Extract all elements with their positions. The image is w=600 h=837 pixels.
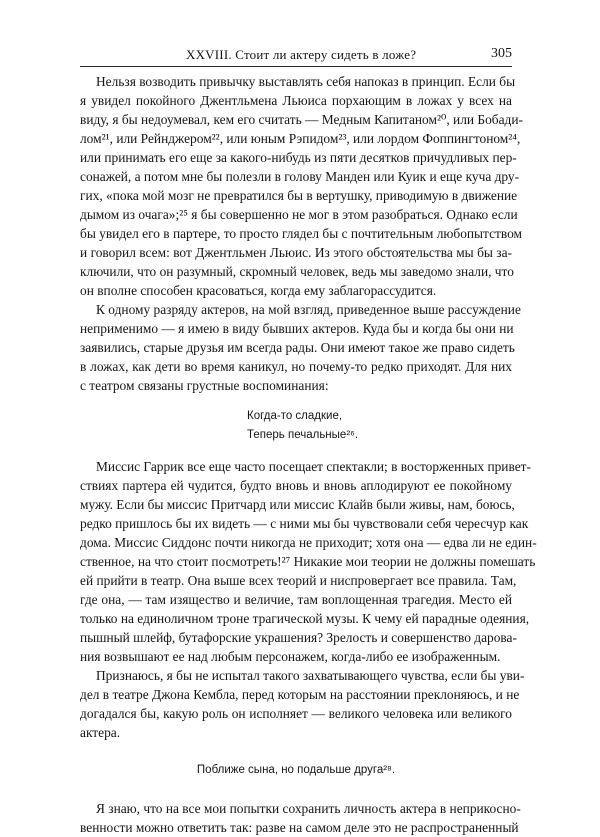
text-line: редко пришлось бы их видеть — с ними мы бы чувствовали себя чересчур как [80,516,529,531]
paragraph-3 [80,457,537,666]
text-line: актера. [80,725,121,740]
page-body [80,72,537,837]
spacer [80,445,512,457]
text-line: пышный шлейф, бутафорские украшения? Зрелость и совершенство дарова- [80,630,517,645]
text-line: дома. Миссис Сиддонс почти никогда не приходит; хотя она — едва ли не един- [80,535,537,550]
text-line: бы увидел его в партере, то просто глядел бы с почтительным любопытством [80,226,523,241]
text-line: сонажей, а потом мне бы полезли в голову Манден или Куик и еще куча дру- [80,169,520,184]
spacer [80,395,512,407]
text-line: заявились, старые друзья им всегда рады. Они имеют такое же право сидеть [80,340,515,355]
text-line: виду, я бы недоумевал, кем его считать — Медным Капитаном²⁰, или Бобади- [80,112,523,127]
text-line: я увидел покойного Джентльмена Льюиса порхающим в ложах у всех на [80,93,512,108]
text-line: Я знаю, что на все мои попытки сохранить личность актера в неприкосно- [96,801,521,816]
text-line: мужу. Если бы миссис Притчард или миссис Клайв были живы, нам, боюсь, [80,497,515,512]
spacer [80,742,512,761]
text-line: дымом из очага»;²⁵ я бы совершенно не мог в этом разобраться. Однако если [80,207,518,222]
text-line: лом²¹, или Рейнджером²², или юным Рэпидом²³, или лордом Фоппингтоном²⁴, [80,131,521,146]
text-line: Нельзя возводить привычку выставлять себя напоказ в принцип. Если бы [96,74,516,89]
text-line: только на единоличном троне трагической музы. К чему ей парадные одеяния, [80,611,530,626]
text-line: в ложах, как дети во время каникул, но почему-то редко приходят. Для них [80,359,512,374]
paragraph-5 [80,799,521,837]
running-title: XXVIII. Стоит ли актеру сидеть в ложе? [186,47,417,62]
text-line: или принимать его еще за какого-нибудь из пяти десятков причудливых пер- [80,150,517,165]
text-line: ния возвышают ее над любым персонажем, когда-либо ее изображенным. [80,649,501,664]
text-line: ствиях партера ей чудится, будто вновь и вновь аплодируют ее покойному [80,478,512,493]
text-line: гих, «пока мой мозг не превратился бы в вертушку, приводимую в движение [80,188,518,203]
text-line: К одному разряду актеров, на мой взгляд, приведенное выше рассуждение [96,302,521,317]
header-rule [80,66,512,67]
text-line: догадался бы, какую роль он исполняет — великого человека или великого [80,706,512,721]
page-header [80,46,512,66]
text-line: Миссис Гаррик все еще часто посещает спектакли; в восторженных привет- [96,459,531,474]
verse-line: Когда-то сладкие, [247,410,343,422]
paragraph-4 [80,666,525,742]
text-line: и говорил всем: вот Джентльмен Льюис. Из этого обстоятельства мы бы за- [80,245,512,260]
paragraph-1 [80,72,523,300]
spacer [80,780,512,799]
text-line: с театром связаны грустные воспоминания: [80,378,329,393]
text-line: дел в театре Джона Кембла, перед которым на расстоянии преклоняюсь, и не [80,687,520,702]
page-number: 305 [491,46,512,61]
verse-quote [80,407,512,445]
text-line: ственное, на что стоит посмотреть!²⁷ Никакие мои теории не должны помешать [80,554,536,569]
verse-line: Теперь печальные²⁶. [247,429,359,441]
paragraph-2 [80,300,521,395]
text-line: венности можно ответить так: разве на самом деле это не распространенный [80,820,519,835]
text-line: ключили, что он разумный, скромный человек, ведь мы заведомо знали, что [80,264,514,279]
text-line: где она, — там изящество и величие, там воплощенная трагедия. Место ей [80,592,512,607]
text-line: он вполне способен красоваться, когда ему заблагорассудится. [80,283,437,298]
epigraph: Поближе сына, но подальше друга²⁸. [196,764,396,776]
text-line: ей прийти в театр. Она выше всех теорий и ниспровергает все правила. Там, [80,573,517,588]
text-line: Признаюсь, я бы не испытал такого захватывающего чувства, если бы уви- [96,668,525,683]
text-line: неприменимо — я имею в виду бывших актеров. Куда бы и когда бы они ни [80,321,514,336]
